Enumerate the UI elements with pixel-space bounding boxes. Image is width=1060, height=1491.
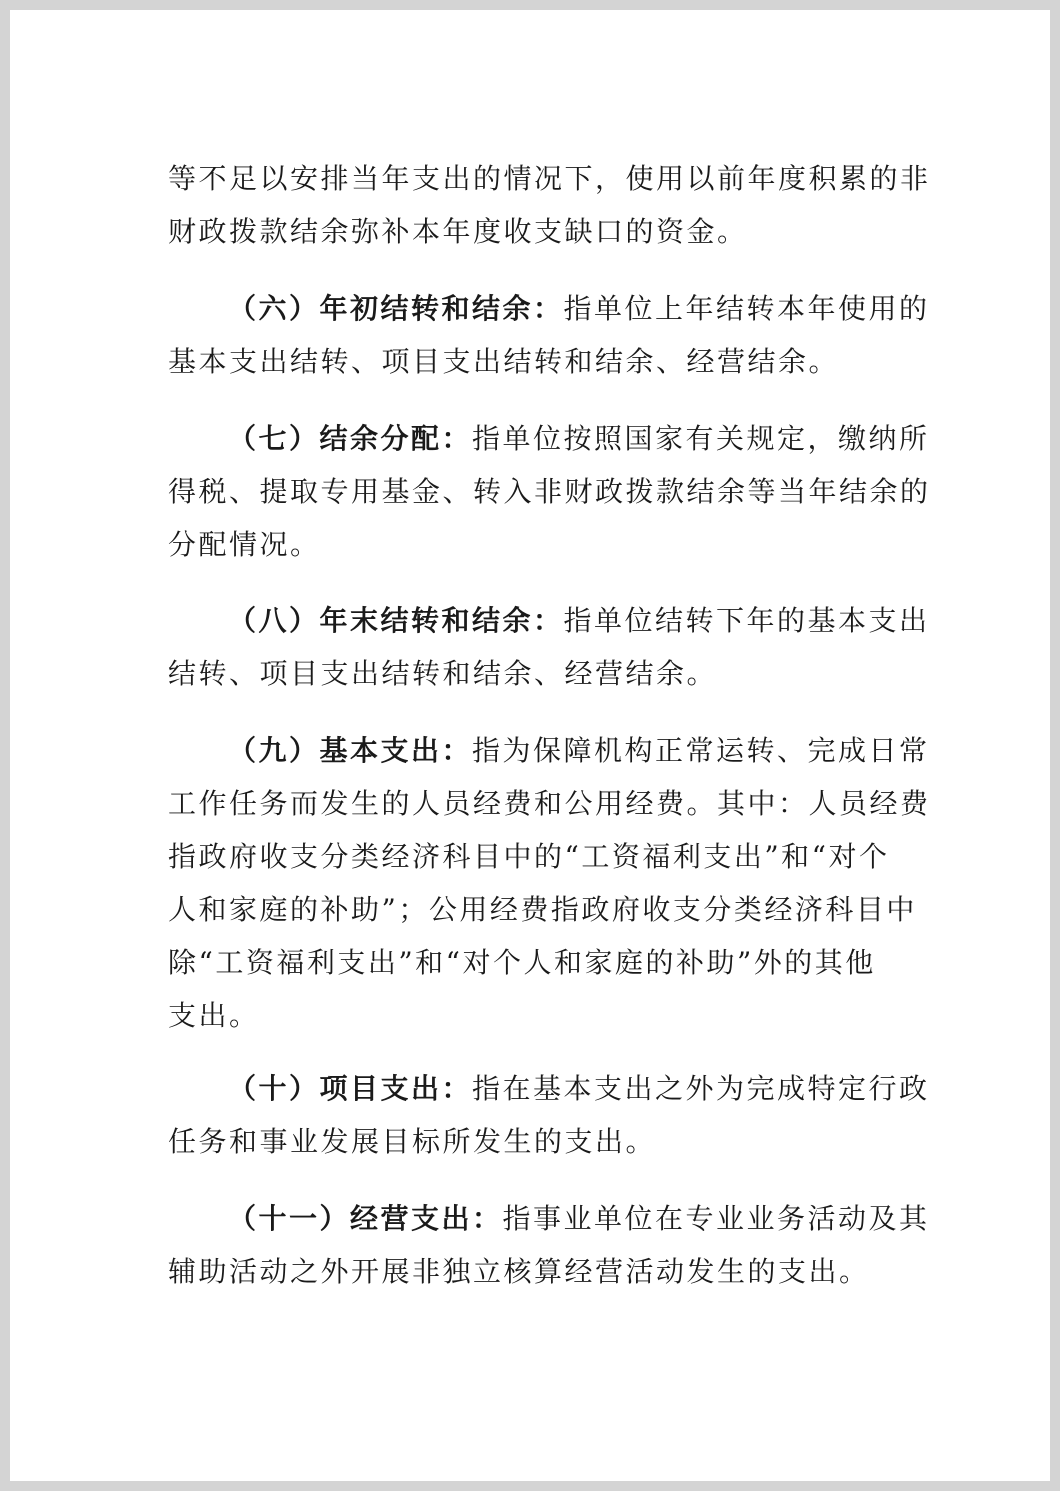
paragraph-continuation — [168, 152, 931, 258]
paragraph-first-line — [168, 282, 930, 335]
term-heading: （八）年末结转和结余： — [228, 604, 564, 637]
term-heading: （十一）经营支出： — [228, 1202, 503, 1235]
paragraph-basic-expenditure — [168, 724, 931, 1042]
paragraph-surplus-distribution — [168, 412, 931, 571]
text-line: 辅助活动之外开展非独立核算经营活动发生的支出。 — [168, 1255, 870, 1288]
text-line: 得税、提取专用基金、转入非财政拨款结余等当年结余的 — [168, 475, 931, 508]
paragraph-annual-opening-balance — [168, 282, 930, 388]
text-line: 工作任务而发生的人员经费和公用经费。其中：人员经费 — [168, 787, 931, 820]
definition-text: 指事业单位在专业业务活动及其 — [502, 1202, 930, 1235]
text-line: 分配情况。 — [168, 528, 321, 561]
paragraph-operating-expenditure — [168, 1192, 930, 1298]
term-heading: （十）项目支出： — [228, 1072, 473, 1105]
text-line: 支出。 — [168, 999, 260, 1032]
paragraph-first-line — [168, 724, 930, 777]
text-line: 财政拨款结余弥补本年度收支缺口的资金。 — [168, 215, 748, 248]
term-heading: （六）年初结转和结余： — [228, 292, 564, 325]
text-line: 等不足以安排当年支出的情况下，使用以前年度积累的非 — [168, 162, 931, 195]
text-line: 除“工资福利支出”和“对个人和家庭的补助”外的其他 — [168, 946, 876, 979]
definition-text: 指单位结转下年的基本支出 — [563, 604, 930, 637]
definition-text: 指单位上年结转本年使用的 — [563, 292, 930, 325]
paragraph-first-line — [168, 594, 930, 647]
term-heading: （九）基本支出： — [228, 734, 473, 767]
definition-text: 指为保障机构正常运转、完成日常 — [472, 734, 930, 767]
paragraph-year-end-balance — [168, 594, 930, 700]
text-line: 人和家庭的补助”；公用经费指政府收支分类经济科目中 — [168, 893, 917, 926]
definition-text: 指单位按照国家有关规定，缴纳所 — [472, 422, 930, 455]
text-line: 任务和事业发展目标所发生的支出。 — [168, 1125, 657, 1158]
paragraph-first-line — [168, 1062, 930, 1115]
definition-text: 指在基本支出之外为完成特定行政 — [472, 1072, 930, 1105]
term-heading: （七）结余分配： — [228, 422, 473, 455]
text-line: 指政府收支分类经济科目中的“工资福利支出”和“对个 — [168, 840, 890, 873]
paragraph-project-expenditure — [168, 1062, 930, 1168]
paragraph-first-line — [168, 1192, 930, 1245]
document-page — [10, 10, 1050, 1481]
text-line: 基本支出结转、项目支出结转和结余、经营结余。 — [168, 345, 840, 378]
paragraph-first-line — [168, 412, 930, 465]
text-line: 结转、项目支出结转和结余、经营结余。 — [168, 657, 718, 690]
